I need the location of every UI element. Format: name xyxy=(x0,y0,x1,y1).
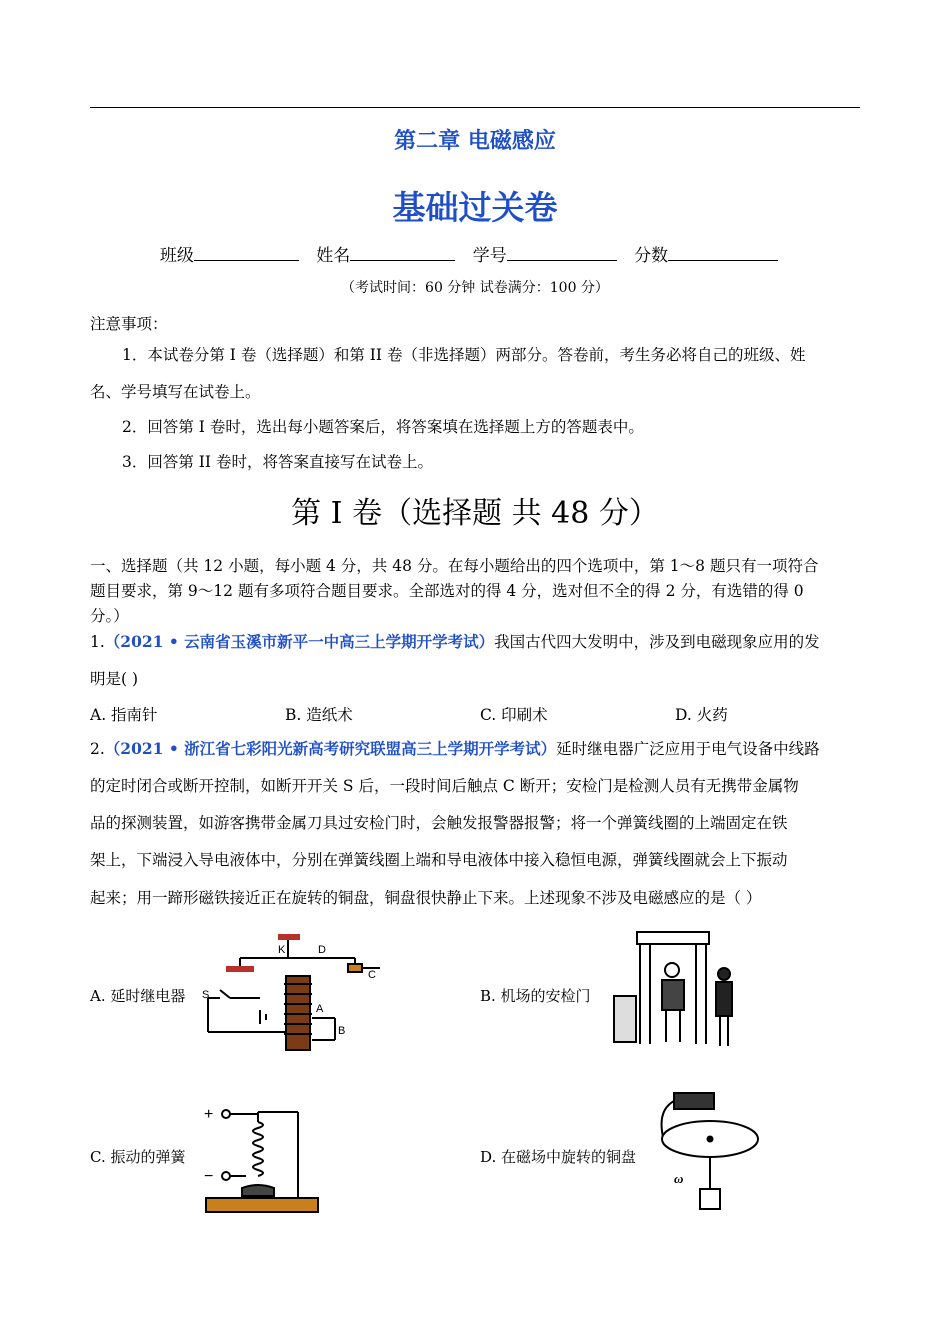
note-2: 2．回答第 I 卷时，选出每小题答案后，将答案填在选择题上方的答题表中。 xyxy=(122,418,644,436)
spring-label-minus: − xyxy=(204,1168,214,1185)
relay-figure xyxy=(200,928,390,1058)
copper-disk-figure xyxy=(652,1085,762,1215)
q1-number: 1. xyxy=(90,633,105,651)
note-1: 1．本试卷分第 I 卷（选择题）和第 II 卷（非选择题）两部分。答卷前，考生务必将自己的班级、姓 xyxy=(122,346,806,364)
q1-stem: 我国古代四大发明中，涉及到电磁现象应用的发 xyxy=(494,633,820,651)
section-intro-2: 题目要求，第 9～12 题有多项符合题目要求。全部选对的得 4 分，选对但不全的得 2 分，有选错的得 0 xyxy=(90,582,804,600)
relay-label-d: D xyxy=(318,944,326,956)
relay-label-b: B xyxy=(338,1025,346,1037)
question-2 xyxy=(90,737,820,761)
spring-figure xyxy=(198,1100,323,1218)
header-rule xyxy=(90,107,860,108)
q2-number: 2. xyxy=(90,740,105,758)
relay-label-a: A xyxy=(316,1003,324,1015)
spring-label-plus: + xyxy=(204,1106,214,1123)
notes-heading: 注意事项： xyxy=(90,315,168,333)
q1-option-d[interactable]: D. 火药 xyxy=(675,706,728,724)
q2-line-4: 起来；用一蹄形磁铁接近正在旋转的铜盘，铜盘很快静止下来。上述现象不涉及电磁感应的是（ ） xyxy=(90,889,762,907)
section-title: 第 I 卷（选择题 共 48 分） xyxy=(291,496,659,531)
section-intro-3: 分。） xyxy=(90,607,129,625)
relay-label-k: K xyxy=(278,944,286,956)
field-id-label: 学号 xyxy=(472,246,507,266)
q2-line-1: 的定时闭合或断开控制，如断开开关 S 后，一段时间后触点 C 断开；安检门是检测人员有无携带金属物 xyxy=(90,777,799,795)
q2-option-a[interactable]: A. 延时继电器 xyxy=(90,987,186,1005)
q2-source: （2021 • 浙江省七彩阳光新高考研究联盟高三上学期开学考试） xyxy=(104,739,557,758)
q2-stem: 延时继电器广泛应用于电气设备中线路 xyxy=(556,740,820,758)
q2-option-b[interactable]: B. 机场的安检门 xyxy=(480,987,591,1005)
chapter-title: 第二章 电磁感应 xyxy=(394,129,556,154)
relay-label-s: S xyxy=(202,989,210,1001)
q1-source: （2021 • 云南省玉溪市新平一中高三上学期开学考试） xyxy=(104,632,495,651)
field-class-label: 班级 xyxy=(159,246,194,266)
note-3: 3．回答第 II 卷时，将答案直接写在试卷上。 xyxy=(122,453,433,471)
relay-label-c: C xyxy=(368,969,376,981)
q2-line-3: 架上，下端浸入导电液体中，分别在弹簧线圈上端和导电液体中接入稳恒电源，弹簧线圈就会上下振动 xyxy=(90,851,788,869)
field-class-blank[interactable] xyxy=(194,244,299,261)
student-info-fields xyxy=(0,241,950,266)
question-1 xyxy=(90,630,820,654)
q1-option-c[interactable]: C. 印刷术 xyxy=(480,706,548,724)
field-score-blank[interactable] xyxy=(668,244,778,261)
section-intro-1: 一、选择题（共 12 小题，每小题 4 分，共 48 分。在每小题给出的四个选项中，第 1～8 题只有一项符合 xyxy=(90,557,819,575)
field-name-label: 姓名 xyxy=(316,246,351,266)
q1-option-a[interactable]: A. 指南针 xyxy=(90,706,158,724)
q2-line-2: 品的探测装置，如游客携带金属刀具过安检门时，会触发报警器报警；将一个弹簧线圈的上端固定在铁 xyxy=(90,814,788,832)
q2-option-c[interactable]: C. 振动的弹簧 xyxy=(90,1148,186,1166)
q2-option-d[interactable]: D. 在磁场中旋转的铜盘 xyxy=(480,1148,637,1166)
note-1-cont: 名、学号填写在试卷上。 xyxy=(90,383,261,401)
field-id-blank[interactable] xyxy=(507,244,617,261)
field-score-label: 分数 xyxy=(634,246,669,266)
field-name-blank[interactable] xyxy=(350,244,455,261)
paper-title: 基础过关卷 xyxy=(392,188,558,227)
q1-stem-cont: 明是( ) xyxy=(90,670,139,688)
security-gate-figure xyxy=(612,924,747,1054)
disk-label-omega: ω xyxy=(674,1171,684,1186)
q1-option-b[interactable]: B. 造纸术 xyxy=(285,706,353,724)
exam-info: （考试时间：60 分钟 试卷满分：100 分） xyxy=(341,280,609,296)
